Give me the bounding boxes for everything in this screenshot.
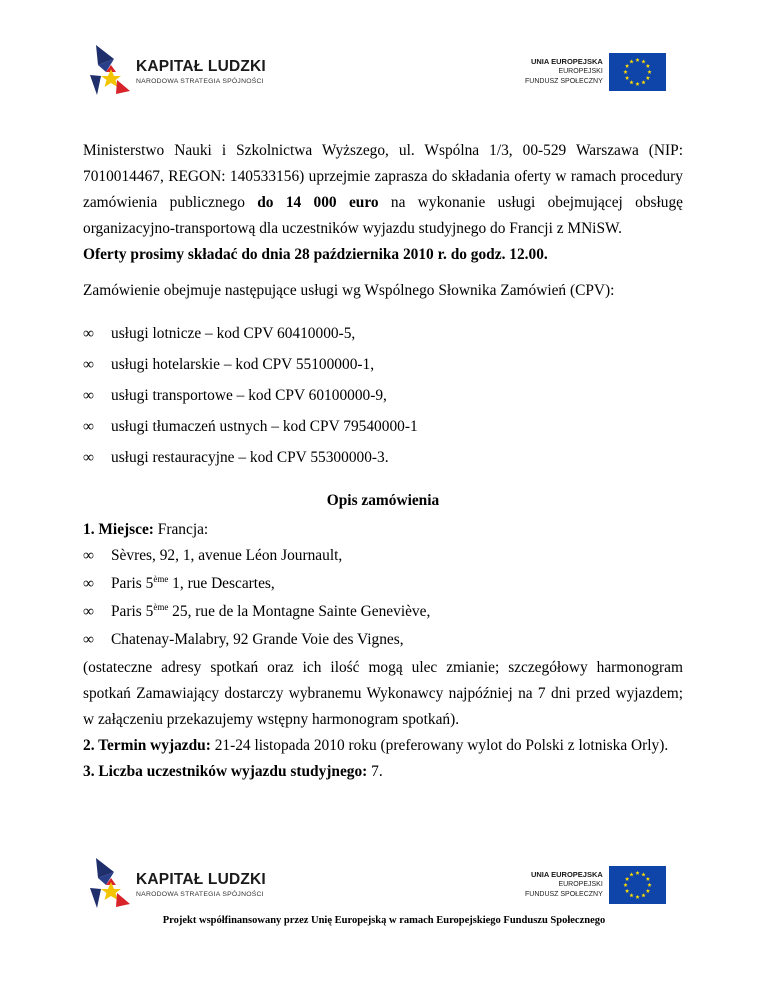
list-item: ∞ Sèvres, 92, 1, avenue Léon Journault, — [83, 543, 683, 569]
term-line: 2. Termin wyjazdu: 21-24 listopada 2010 roku (preferowany wylot do Polski z lotniska Orly). — [83, 737, 669, 754]
eu-line-3: FUNDUSZ SPOŁECZNY — [525, 891, 603, 898]
bullet-icon: ∞ — [83, 356, 94, 373]
kapital-ludzki-subtitle: NARODOWA STRATEGIA SPÓJNOŚCI — [136, 890, 264, 898]
section-title: Opis zamówienia — [326, 492, 440, 509]
eu-flag-icon — [609, 53, 666, 91]
footer-text: Projekt współfinansowany przez Unię Europejską w ramach Europejskiego Funduszu Społecznego — [162, 915, 606, 926]
eu-logo-footer — [525, 866, 666, 904]
kapital-ludzki-subtitle: NARODOWA STRATEGIA SPÓJNOŚCI — [136, 77, 264, 85]
deadline-text: Oferty prosimy składać do dnia 28 października 2010 r. do godz. 12.00. — [83, 246, 548, 263]
address-list — [83, 543, 683, 653]
list-item: ∞ Paris 5ème 25, rue de la Montagne Sainte Geneviève, — [83, 599, 683, 625]
eu-line-3: FUNDUSZ SPOŁECZNY — [525, 78, 603, 85]
list-item: ∞ usługi lotnicze – kod CPV 60410000-5, — [83, 321, 683, 347]
list-item: ∞ usługi restauracyjne – kod CPV 55300000-3. — [83, 445, 683, 471]
bullet-icon: ∞ — [83, 603, 94, 620]
bullet-icon: ∞ — [83, 418, 94, 435]
kapital-ludzki-emblem-icon — [88, 45, 132, 97]
list-item: ∞ Paris 5ème 1, rue Descartes, — [83, 571, 683, 597]
bullet-icon: ∞ — [83, 449, 94, 466]
list-item: ∞ usługi tłumaczeń ustnych – kod CPV 79540000-1 — [83, 414, 683, 440]
eu-line-1: UNIA EUROPEJSKA — [530, 57, 603, 66]
bullet-icon: ∞ — [83, 325, 94, 342]
bullet-icon: ∞ — [83, 547, 94, 564]
kapital-ludzki-logo-footer — [88, 858, 266, 910]
cpv-intro: Zamówienie obejmuje następujące usługi wg Wspólnego Słownika Zamówień (CPV): — [83, 282, 615, 299]
bullet-icon: ∞ — [83, 575, 94, 592]
document-body — [83, 138, 683, 785]
participants-line: 3. Liczba uczestników wyjazdu studyjnego: 7. — [83, 763, 383, 780]
cpv-list — [83, 321, 683, 471]
list-item: ∞ usługi transportowe – kod CPV 60100000-9, — [83, 383, 683, 409]
eu-flag-icon — [609, 866, 666, 904]
eu-line-1: UNIA EUROPEJSKA — [530, 870, 603, 879]
bullet-icon: ∞ — [83, 387, 94, 404]
eu-logo — [525, 53, 666, 91]
kapital-ludzki-title: KAPITAŁ LUDZKI — [136, 870, 266, 888]
kapital-ludzki-title: KAPITAŁ LUDZKI — [136, 57, 266, 75]
amount-limit: do 14 000 euro — [257, 194, 379, 211]
kapital-ludzki-logo — [88, 45, 266, 97]
eu-line-2: EUROPEJSKI — [558, 68, 603, 75]
bullet-icon: ∞ — [83, 631, 94, 648]
list-item: ∞ Chatenay-Malabry, 92 Grande Voie des Vignes, — [83, 627, 683, 653]
eu-line-2: EUROPEJSKI — [558, 881, 603, 888]
list-item: ∞ usługi hotelarskie – kod CPV 55100000-1, — [83, 352, 683, 378]
kapital-ludzki-emblem-icon — [88, 858, 132, 910]
intro-paragraph: Ministerstwo Nauki i Szkolnictwa Wyższego, ul. Wspólna 1/3, 00-529 Warszawa (NIP: 7010014467, REGON: 140533156) uprzejmie zaprasza do składania oferty w ramach procedury zamówienia publicznego do 14 000 euro na wykonanie usługi obejmującej obsługę organizacyjno-transportową dla uczestników wyjazdu studyjnego do Francji z MNiSW. — [83, 142, 684, 237]
place-note: (ostateczne adresy spotkań oraz ich ilość mogą ulec zmianie; szczegółowy harmonogram spotkań Zamawiający dostarczy wybranemu Wykonawcy najpóźniej na 7 dni przed wyjazdem; w załączeniu przekazujemy wstępny harmonogram spotkań). — [83, 659, 683, 728]
place-line: 1. Miejsce: Francja: — [83, 521, 209, 538]
